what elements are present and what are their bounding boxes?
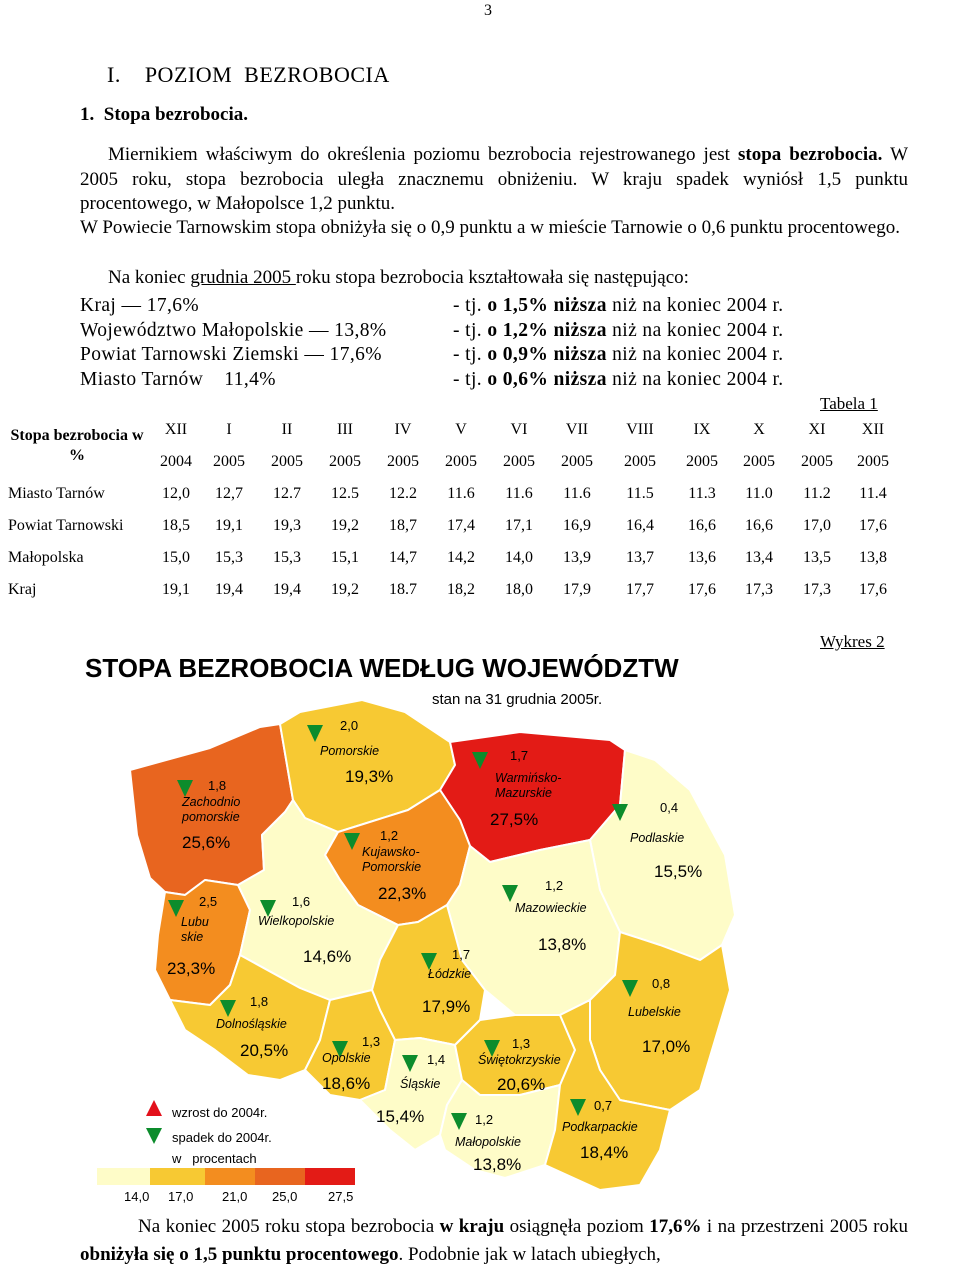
table-cell: 13,8 — [859, 549, 887, 566]
legend-scale-label: 14,0 — [124, 1189, 150, 1204]
region-name: Śląskie — [400, 1077, 441, 1091]
month-header: VIII — [626, 421, 654, 438]
stat-rest: niż na koniec 2004 r. — [606, 319, 784, 341]
stat-tj: - tj. — [453, 368, 488, 390]
month-header: XII — [861, 421, 885, 438]
region-change: 1,3 — [362, 1034, 381, 1049]
region-change: 2,0 — [340, 718, 359, 733]
table-cell: 17,1 — [505, 517, 533, 534]
region-name: Zachodnio pomorskie — [182, 795, 241, 824]
year-header: 2005 — [387, 453, 419, 470]
table-cell: 17,6 — [859, 517, 887, 534]
legend-swatch — [205, 1168, 255, 1185]
region-change: 1,4 — [427, 1052, 446, 1067]
region-name: Małopolskie — [455, 1135, 522, 1149]
region-name: Pomorskie — [320, 744, 380, 758]
table-cell: 16,6 — [688, 517, 716, 534]
stat-label: Powiat Tarnowski Ziemski — 17,6% — [80, 344, 382, 365]
dec-underlined: grudnia 2005 — [190, 267, 296, 288]
table-cell: 19,4 — [215, 581, 243, 598]
year-header: 2005 — [329, 453, 361, 470]
table-cell: 13,7 — [626, 549, 654, 566]
table-cell: 14,0 — [505, 549, 533, 566]
stat-bold: o 1,2% niższa — [487, 319, 607, 341]
legend-down-arrow-icon — [146, 1128, 162, 1144]
table-cell: 17,7 — [626, 581, 654, 598]
table-cell: 14,2 — [447, 549, 475, 566]
month-header: VI — [510, 421, 528, 438]
table-cell: 12,7 — [215, 485, 243, 502]
region-name: Świętokrzyskie — [478, 1053, 561, 1067]
year-header: 2005 — [271, 453, 303, 470]
region-rate: 15,5% — [654, 862, 703, 881]
year-header: 2005 — [503, 453, 535, 470]
table-cell: 17,3 — [745, 581, 773, 598]
summary-text-3: i na przestrzeni 2005 roku — [701, 1216, 908, 1237]
map-subtitle: stan na 31 grudnia 2005r. — [432, 691, 603, 708]
year-header: 2005 — [686, 453, 718, 470]
region-change: 1,3 — [512, 1036, 531, 1051]
region-rate: 25,6% — [182, 833, 231, 852]
row-name: Miasto Tarnów — [8, 485, 105, 502]
stat-change — [453, 295, 784, 317]
table-cell: 18.7 — [389, 581, 417, 598]
table-cell: 14,7 — [389, 549, 417, 566]
region-change: 2,5 — [199, 894, 218, 909]
unemployment-table — [2, 414, 900, 606]
table-cell: 17,0 — [803, 517, 831, 534]
table-cell: 19,1 — [162, 581, 190, 598]
summary-text-2: osiągnęła poziom — [504, 1216, 650, 1237]
table-cell: 12.7 — [273, 485, 301, 502]
year-header: 2004 — [160, 453, 192, 470]
subsection-title: 1. Stopa bezrobocia. — [80, 104, 249, 125]
legend-scale-label: 17,0 — [168, 1189, 194, 1204]
region-change: 0,4 — [660, 800, 679, 815]
table-cell: 13,4 — [745, 549, 773, 566]
stat-bold: o 0,6% niższa — [487, 368, 607, 390]
table-cell: 16,6 — [745, 517, 773, 534]
table-cell: 12,0 — [162, 485, 190, 502]
region-rate: 20,5% — [240, 1041, 289, 1060]
month-header: IV — [394, 421, 412, 438]
table-cell: 11.5 — [626, 485, 654, 502]
legend-up-label: wzrost do 2004r. — [172, 1105, 268, 1120]
table-cell: 11.4 — [859, 485, 887, 502]
year-header: 2005 — [445, 453, 477, 470]
dec-text-2: roku stopa bezrobocia kształtowała się następująco: — [295, 267, 689, 288]
table-cell: 15,3 — [273, 549, 301, 566]
intro-text: Miernikiem właściwym do określenia poziomu bezrobocia rejestrowanego jest — [108, 144, 738, 165]
stat-label: Miasto Tarnów 11,4% — [80, 368, 276, 390]
summary-text-4: . Podobnie jak w latach ubiegłych, — [398, 1244, 661, 1265]
summary-bold-3: obniżyła się o 1,5 punktu procentowego — [80, 1244, 399, 1265]
row-name: Małopolska — [8, 549, 84, 566]
stat-tj: - tj. — [453, 319, 488, 341]
stat-rest: niż na koniec 2004 r. — [606, 295, 784, 316]
stat-rest: niż na koniec 2004 r. — [606, 344, 784, 365]
table-cell: 11.2 — [803, 485, 831, 502]
legend-swatch — [150, 1168, 205, 1185]
region-change: 0,8 — [652, 976, 671, 991]
table-cell: 11.0 — [745, 485, 773, 502]
table-cell: 18,0 — [505, 581, 533, 598]
row-name: Powiat Tarnowski — [8, 517, 124, 534]
legend-swatch — [97, 1168, 150, 1185]
table-cell: 18,5 — [162, 517, 190, 534]
table-cell: 19,3 — [273, 517, 301, 534]
region-rate: 18,4% — [580, 1143, 629, 1162]
region-rate: 13,8% — [538, 935, 587, 954]
month-header: I — [226, 421, 232, 438]
region-rate: 17,0% — [642, 1037, 691, 1056]
legend-unit-label: w procentach — [172, 1151, 257, 1166]
table-row — [2, 478, 900, 510]
legend-swatch — [305, 1168, 355, 1185]
table-cell: 17,3 — [803, 581, 831, 598]
table-cell: 11.6 — [447, 485, 475, 502]
month-header: IX — [693, 421, 711, 438]
region-rate: 18,6% — [322, 1074, 371, 1093]
summary-bold-2: 17,6% — [649, 1216, 702, 1237]
region-name: Wielkopolskie — [258, 914, 335, 928]
region-rate: 23,3% — [167, 959, 216, 978]
year-header: 2005 — [561, 453, 593, 470]
year-header: 2005 — [213, 453, 245, 470]
table-corner: Stopa bezrobocia w % — [10, 427, 144, 464]
stat-change — [453, 344, 784, 366]
chart-caption: Wykres 2 — [820, 632, 885, 651]
table-cell: 13,5 — [803, 549, 831, 566]
month-header: XII — [164, 421, 188, 438]
region-name: Kujawsko-Pomorskie — [362, 845, 422, 874]
year-header: 2005 — [801, 453, 833, 470]
table-cell: 12.5 — [331, 485, 359, 502]
year-header: 2005 — [857, 453, 889, 470]
table-cell: 16,4 — [626, 517, 654, 534]
legend-scale-label: 27,5 — [328, 1189, 354, 1204]
month-header: II — [281, 421, 293, 438]
table-row — [2, 510, 900, 542]
table-cell: 17,9 — [563, 581, 591, 598]
table-cell: 11.6 — [563, 485, 591, 502]
region-name: Mazowieckie — [515, 901, 587, 915]
table-cell: 17,6 — [859, 581, 887, 598]
region-rate: 13,8% — [473, 1155, 522, 1174]
table-cell: 13,6 — [688, 549, 716, 566]
region-name: Łódzkie — [428, 967, 472, 981]
month-header: XI — [808, 421, 826, 438]
stat-bold: o 1,5% niższa — [487, 295, 607, 316]
paragraph-powiat: W Powiecie Tarnowskim stopa obniżyła się o 0,9 punktu a w mieście Tarnowie o 0,6 punktu procentowego. — [80, 217, 900, 238]
legend-up-arrow-icon — [146, 1100, 162, 1116]
region-change: 1,8 — [250, 994, 269, 1009]
region-change: 1,7 — [452, 947, 471, 962]
region-rate: 15,4% — [376, 1107, 425, 1126]
region-rate: 20,6% — [497, 1075, 546, 1094]
region-name: Warmińsko-Mazurskie — [495, 771, 562, 800]
legend-swatch — [255, 1168, 305, 1185]
region-change: 1,2 — [380, 828, 399, 843]
table-cell: 18,7 — [389, 517, 417, 534]
region-rate: 17,9% — [422, 997, 471, 1016]
dec-text: Na koniec — [108, 267, 191, 288]
region-name: Opolskie — [322, 1051, 371, 1065]
legend-scale-label: 25,0 — [272, 1189, 298, 1204]
year-header: 2005 — [743, 453, 775, 470]
summary-bold-1: w kraju — [439, 1216, 505, 1237]
intro-text-2: W 2005 roku, stopa bezrobocia uległa znacznemu obniżeniu. W kraju spadek wyniósł 1,5 punktu procentowego, w Małopolsce 1,2 punktu. — [80, 144, 908, 214]
table-cell: 16,9 — [563, 517, 591, 534]
month-header: V — [455, 421, 467, 438]
region-change: 1,2 — [545, 878, 564, 893]
row-name: Kraj — [8, 581, 37, 598]
paragraph-december — [80, 266, 908, 291]
year-header: 2005 — [624, 453, 656, 470]
stat-label: Kraj — 17,6% — [80, 295, 200, 316]
region-name: Lubu skie — [181, 915, 209, 944]
region-name: Dolnośląskie — [216, 1017, 287, 1031]
page-number: 3 — [484, 2, 492, 19]
table-cell: 19,2 — [331, 517, 359, 534]
month-header: III — [337, 421, 353, 438]
month-header: X — [753, 421, 765, 438]
table-cell: 11.6 — [505, 485, 533, 502]
stat-tj: - tj. — [453, 295, 488, 316]
table-cell: 15,3 — [215, 549, 243, 566]
stat-bold: o 0,9% niższa — [487, 344, 607, 365]
region-change: 0,7 — [594, 1098, 613, 1113]
month-header: VII — [565, 421, 589, 438]
stat-change — [453, 369, 784, 391]
legend-down-label: spadek do 2004r. — [172, 1130, 272, 1145]
region-name: Podkarpackie — [562, 1120, 638, 1134]
table-caption: Tabela 1 — [820, 394, 878, 413]
region-rate: 27,5% — [490, 810, 539, 829]
region-change: 1,7 — [510, 748, 529, 763]
region-rate: 22,3% — [378, 884, 427, 903]
stat-rest: niż na koniec 2004 r. — [606, 368, 784, 390]
region-rate: 14,6% — [303, 947, 352, 966]
paragraph-summary — [80, 1213, 908, 1269]
stat-tj: - tj. — [453, 344, 488, 365]
legend-scale — [97, 1168, 355, 1204]
table-cell: 17,6 — [688, 581, 716, 598]
legend-scale-label: 21,0 — [222, 1189, 248, 1204]
paragraph-intro — [80, 143, 908, 217]
table-row — [2, 542, 900, 574]
map-title: STOPA BEZROBOCIA WEDŁUG WOJEWÓDZTW — [85, 653, 679, 683]
region-name: Lubelskie — [628, 1005, 681, 1019]
table-cell: 17,4 — [447, 517, 475, 534]
region-name: Podlaskie — [630, 831, 685, 845]
table-cell: 13,9 — [563, 549, 591, 566]
section-title: I. POZIOM BEZROBOCIA — [107, 62, 390, 87]
region-rate: 19,3% — [345, 767, 394, 786]
table-cell: 19,4 — [273, 581, 301, 598]
region-change: 1,2 — [475, 1112, 494, 1127]
region-change: 1,6 — [292, 894, 311, 909]
table-cell: 12.2 — [389, 485, 417, 502]
table-cell: 19,2 — [331, 581, 359, 598]
poland-map — [0, 700, 960, 1210]
table-cell: 19,1 — [215, 517, 243, 534]
table-row — [2, 574, 900, 606]
summary-text: Na koniec 2005 roku stopa bezrobocia — [138, 1216, 440, 1237]
table-cell: 18,2 — [447, 581, 475, 598]
table-cell: 15,0 — [162, 549, 190, 566]
stat-change — [453, 320, 784, 342]
intro-bold: stopa bezrobocia. — [737, 144, 883, 165]
stat-label: Województwo Małopolskie — 13,8% — [80, 319, 387, 341]
table-cell: 15,1 — [331, 549, 359, 566]
region-change: 1,8 — [208, 778, 227, 793]
table-cell: 11.3 — [688, 485, 716, 502]
